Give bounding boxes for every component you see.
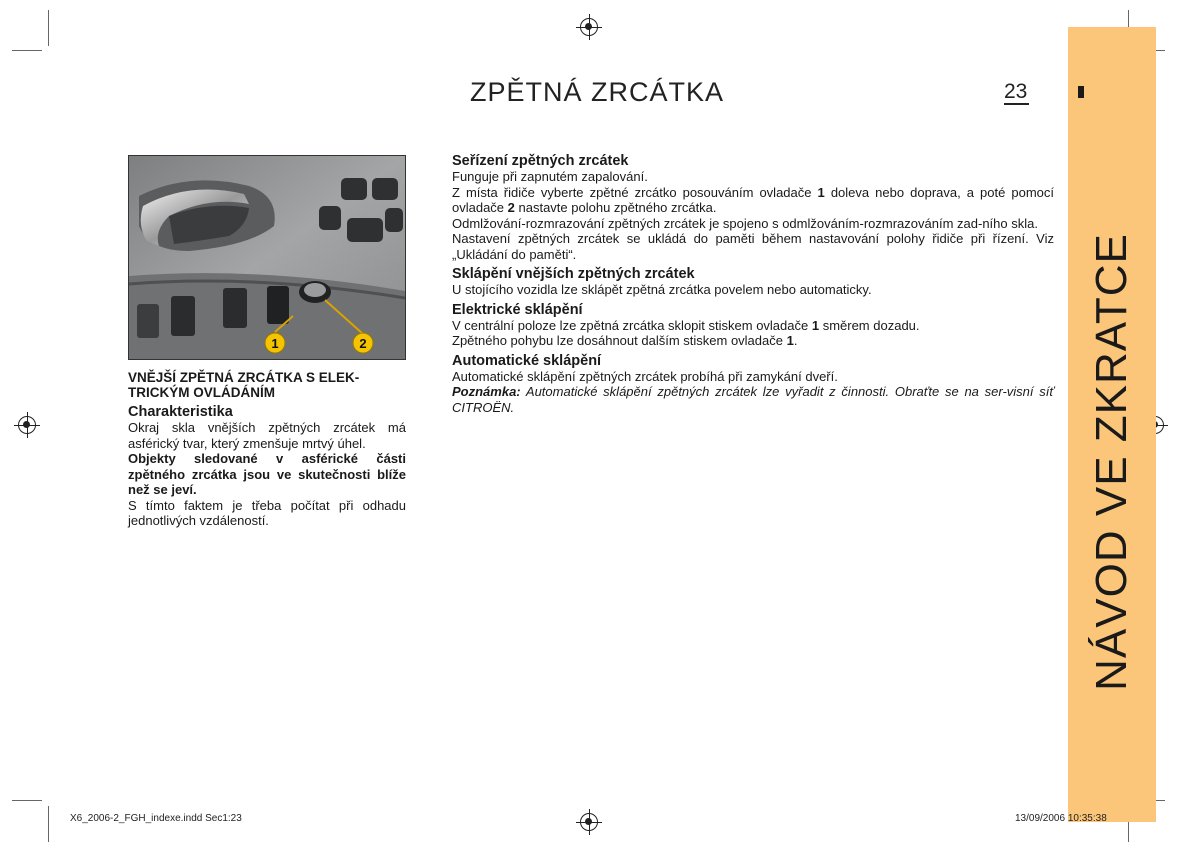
text-run: Zpětného pohybu lze dosáhnout dalším stiskem ovladače xyxy=(452,333,787,348)
paragraph: U stojícího vozidla lze sklápět zpětná zrcátka povelem nebo automaticky. xyxy=(452,282,872,297)
crop-mark xyxy=(12,800,42,801)
note-text: Automatické sklápění zpětných zrcátek lze vyřadit z činnosti. Obraťte se na ser-visní síť CITROËN. xyxy=(452,384,1054,415)
callout-2-label: 2 xyxy=(359,336,367,351)
registration-mark-icon xyxy=(580,813,598,831)
page-number: 23 xyxy=(1004,80,1028,103)
paragraph: Okraj skla vnějších zpětných zrcátek má asférický tvar, který zmenšuje mrtvý úhel. xyxy=(128,420,406,451)
text-run: doleva nebo doprava, a poté pomocí ovladače xyxy=(452,184,1055,215)
footer-timestamp: 13/09/2006 10:35:38 xyxy=(1015,813,1107,824)
control-ref: 1 xyxy=(786,333,794,348)
paragraph: Automatické sklápění zpětných zrcátek probíhá při zamykání dveří. xyxy=(452,368,838,384)
text-run: . xyxy=(793,333,798,348)
section-heading: Sklápění vnějších zpětných zrcátek xyxy=(452,266,695,282)
paragraph: Odmlžování-rozmrazování zpětných zrcátek je spojeno s odmlžováním-rozmrazováním zad-ního skla. xyxy=(452,215,1038,231)
page-number-underline xyxy=(1004,103,1029,105)
registration-mark-icon xyxy=(18,416,36,434)
note xyxy=(452,384,1054,415)
paragraph: S tímto faktem je třeba počítat při odhadu jednotlivých vzdáleností. xyxy=(128,497,406,528)
warning-text: Objekty sledované v asférické části zpětného zrcátka jsou ve skutečnosti blíže než se jeví. xyxy=(128,451,406,497)
text-run: směrem dozadu. xyxy=(819,317,920,333)
note-label: Poznámka: xyxy=(452,384,521,399)
right-column xyxy=(452,153,1054,415)
subheading: Charakteristika xyxy=(128,404,233,420)
paragraph: Funguje při zapnutém zapalování. xyxy=(452,169,648,184)
callout-1-label: 1 xyxy=(271,336,279,351)
control-ref: 1 xyxy=(817,184,825,200)
text-run: nastavte polohu zpětného zrcátka. xyxy=(514,200,717,215)
section-heading: Automatické sklápění xyxy=(452,352,602,369)
registration-mark-icon xyxy=(580,18,598,36)
door-panel-photo xyxy=(128,155,406,360)
left-column xyxy=(128,370,406,529)
crop-mark xyxy=(12,50,42,51)
control-ref: 1 xyxy=(811,317,820,333)
page-title: ZPĚTNÁ ZRCÁTKA xyxy=(470,77,725,107)
section-heading: Seřízení zpětných zrcátek xyxy=(452,153,629,169)
control-ref: 2 xyxy=(507,200,515,215)
text-run: V centrální poloze lze zpětná zrcátka sklopit stiskem ovladače xyxy=(452,317,812,333)
paragraph xyxy=(452,185,1054,216)
door-controls-illustration xyxy=(129,156,405,359)
paragraph xyxy=(452,333,1054,349)
paragraph xyxy=(452,318,1054,334)
footer-file-info: X6_2006-2_FGH_indexe.indd Sec1:23 xyxy=(70,813,242,824)
chapter-marker xyxy=(1078,86,1084,98)
text-run: Z místa řidiče vyberte zpětné zrcátko posouváním ovladače xyxy=(452,184,818,200)
chapter-title: NÁVOD VE ZKRATCE xyxy=(1087,233,1136,691)
crop-mark xyxy=(48,10,49,46)
crop-mark xyxy=(48,806,49,842)
section-heading: Elektrické sklápění xyxy=(452,301,583,318)
paragraph: Nastavení zpětných zrcátek se ukládá do paměti během nastavování polohy řidiče při řízení. Viz „Ukládání do paměti“. xyxy=(452,231,1054,262)
section-heading: VNĚJŠÍ ZPĚTNÁ ZRCÁTKA S ELEK-TRICKÝM OVLÁDÁNÍM xyxy=(128,370,360,400)
